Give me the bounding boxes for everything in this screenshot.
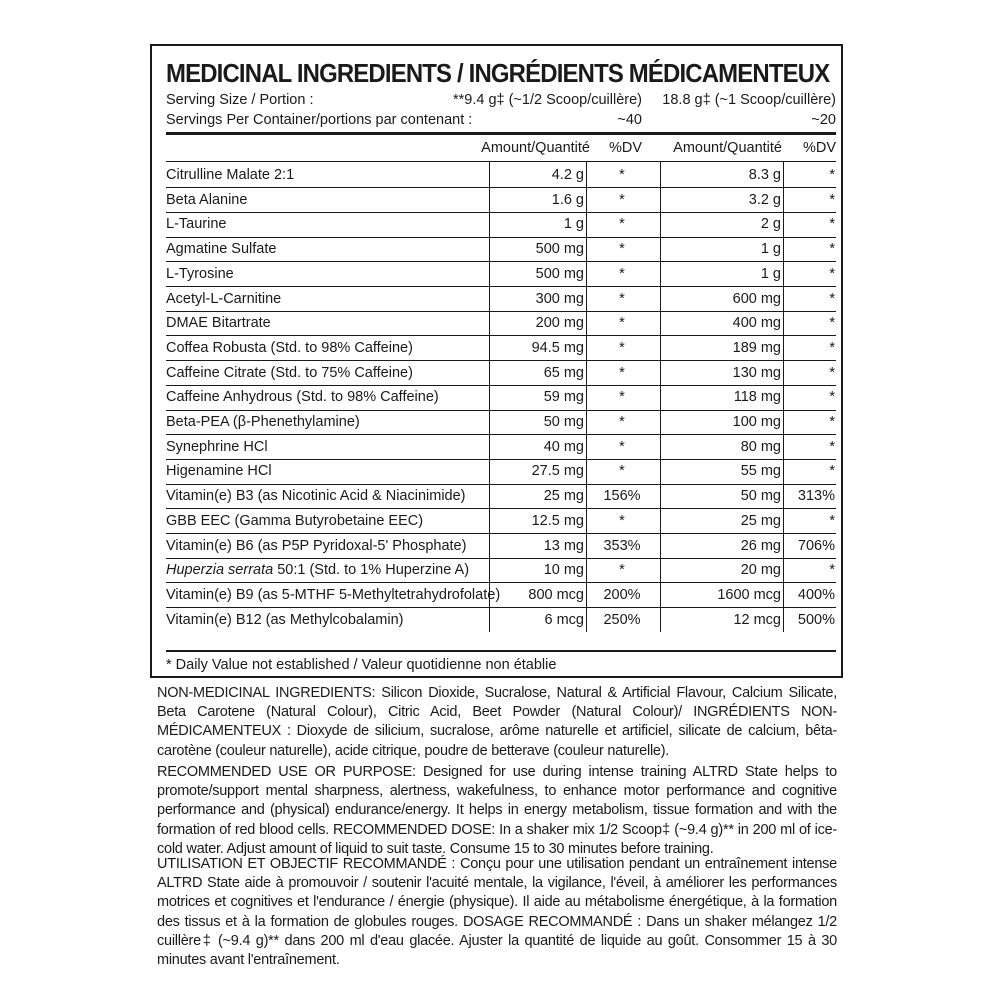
- column-divider: [783, 161, 784, 632]
- amount-half: 800 mcg: [528, 586, 584, 603]
- header-rule: [166, 132, 836, 135]
- dv-half: *: [619, 167, 625, 183]
- recommended-dose-text: : In a shaker mix 1/2 Scoop‡ (~9.4 g)** in 200 ml of ice-cold water. Adjust amount of liquid to suit taste. Consume 15 to 30 minutes before training.: [157, 821, 837, 857]
- dv-half: 200%: [603, 586, 641, 603]
- dv-full: *: [829, 241, 835, 258]
- amount-full: 118 mg: [733, 389, 781, 406]
- amount-half: 13 mg: [543, 537, 584, 554]
- dv-full: *: [829, 414, 835, 430]
- ingredient-name-text: 50:1 (Std. to 1% Huperzine A): [273, 562, 470, 579]
- recommended-dose-label: RECOMMENDED DOSE: [333, 821, 492, 838]
- dv-full: 706%: [797, 537, 835, 554]
- dosage-recommande-label: DOSAGE RECOMMANDÉ: [462, 913, 633, 930]
- servings-per-container-label: Servings Per Container/portions par contenant :: [166, 112, 473, 128]
- amount-full: 3.2 g: [748, 191, 781, 208]
- medicinal-ingredients-panel: [150, 44, 843, 678]
- ingredient-name-italic: Huperzia serrata: [166, 562, 274, 579]
- serving-size-row: [166, 90, 836, 110]
- amount-half: 50 mg: [543, 414, 584, 430]
- amount-full: 50 mg: [740, 488, 781, 505]
- dv-full: *: [829, 463, 835, 480]
- servings-per-container-half: ~40: [617, 112, 642, 128]
- ingredient-name: [166, 336, 486, 360]
- amount-half: 500 mg: [535, 241, 584, 258]
- non-medicinal-text-en: Silicon Dioxide, Sucralose, Natural & Artificial Flavour, Calcium Silicate, Beta Carotene (Natural Colour), Citric Acid, Beet Powder (Natural Colour)/: [157, 685, 837, 721]
- ingredient-name-text: Beta-PEA (β-Phenethylamine): [166, 414, 360, 430]
- ingredient-name-text: Coffea Robusta (Std. to 98% Caffeine): [166, 339, 413, 356]
- dv-half: *: [619, 414, 625, 430]
- amount-half: 59 mg: [543, 389, 584, 406]
- ingredient-name-text: Citrulline Malate 2:1: [166, 167, 295, 183]
- amount-half: 500 mg: [535, 265, 584, 282]
- amount-full: 25 mg: [740, 512, 781, 529]
- ingredient-name: [166, 287, 486, 311]
- amount-half: 65 mg: [543, 364, 584, 381]
- amount-full: 8.3 g: [748, 167, 781, 183]
- dv-full: *: [829, 216, 835, 233]
- amount-half: 25 mg: [543, 488, 584, 505]
- dv-full: *: [829, 389, 835, 406]
- servings-per-container-row: [166, 110, 836, 130]
- amount-full: 130 mg: [732, 364, 781, 381]
- dv-half: *: [619, 191, 625, 208]
- ingredient-name-text: Vitamin(e) B12 (as Methylcobalamin): [166, 611, 404, 628]
- amount-half: 1 g: [563, 216, 584, 233]
- ingredient-name: [166, 262, 486, 286]
- dv-half: 156%: [603, 488, 641, 505]
- ingredient-name: [166, 484, 486, 508]
- daily-value-footnote: * Daily Value not established / Valeur quotidienne non établie: [166, 657, 557, 673]
- ingredient-name-text: Beta Alanine: [166, 191, 248, 208]
- dv-full: *: [829, 167, 835, 183]
- non-medicinal-label-fr: INGRÉDIENTS NON-MÉDICAMENTEUX: [157, 704, 838, 740]
- ingredient-name: [166, 509, 486, 533]
- ingredient-name-text: Vitamin(e) B6 (as P5P Pyridoxal-5' Phosphate): [166, 537, 467, 554]
- dv-half: *: [619, 562, 625, 579]
- ingredient-name: [166, 361, 486, 385]
- ingredient-name: [166, 558, 486, 582]
- ingredient-name: [166, 385, 486, 409]
- ingredient-name: [166, 163, 486, 187]
- ingredient-name: [166, 459, 486, 483]
- ingredient-name-text: Caffeine Anhydrous (Std. to 98% Caffeine): [166, 389, 439, 406]
- dv-full: *: [829, 290, 835, 307]
- ingredient-name-text: L-Taurine: [166, 216, 227, 233]
- ingredient-name-text: Vitamin(e) B9 (as 5-MTHF 5-Methyltetrahydrofolate): [166, 586, 501, 603]
- amount-half: 200 mg: [535, 315, 584, 332]
- dv-full: *: [829, 562, 835, 579]
- col-dv-half: %DV: [608, 140, 642, 156]
- recommended-use: [157, 763, 837, 859]
- dv-full: 400%: [797, 586, 835, 603]
- amount-full: 1 g: [760, 241, 781, 258]
- dv-half: *: [619, 241, 625, 258]
- non-medicinal-label: NON-MEDICINAL INGREDIENTS:: [157, 685, 376, 701]
- dv-full: *: [829, 364, 835, 381]
- dv-half: 250%: [603, 611, 641, 628]
- ingredient-name: [166, 212, 486, 236]
- amount-full: 80 mg: [740, 438, 781, 455]
- ingredient-name-text: Agmatine Sulfate: [166, 241, 277, 258]
- dv-half: 353%: [603, 537, 641, 554]
- utilisation-recommandee: [157, 855, 837, 970]
- col-amount-half: Amount/Quantité: [481, 140, 590, 156]
- amount-half: 1.6 g: [551, 191, 584, 208]
- amount-half: 300 mg: [535, 290, 584, 307]
- dv-half: *: [619, 290, 625, 307]
- dv-full: *: [829, 339, 835, 356]
- serving-size-half: **9.4 g‡ (~1/2 Scoop/cuillère): [452, 92, 642, 108]
- ingredient-name: [166, 410, 486, 434]
- col-dv-full: %DV: [802, 140, 836, 156]
- ingredient-name: [166, 435, 486, 459]
- col-amount-full: Amount/Quantité: [673, 140, 782, 156]
- dv-full: 313%: [797, 488, 835, 505]
- ingredient-name-text: Caffeine Citrate (Std. to 75% Caffeine): [166, 364, 413, 381]
- amount-half: 94.5 mg: [531, 339, 584, 356]
- ingredient-name: [166, 188, 486, 212]
- ingredient-name-text: GBB EEC (Gamma Butyrobetaine EEC): [166, 512, 424, 529]
- column-divider: [586, 161, 587, 632]
- amount-half: 10 mg: [543, 562, 584, 579]
- dv-full: *: [829, 191, 835, 208]
- ingredient-name: [166, 534, 486, 558]
- amount-full: 189 mg: [732, 339, 781, 356]
- recommended-use-text: Designed for use during intense training ALTRD State helps to promote/support mental sharpness, alertness, wakefulness, to enhance motor performance and cognitive performance and (physical) endurance/energy. It helps in energy metabolism, tissue formation and with the formation of red blood cells.: [157, 764, 837, 838]
- non-medicinal-ingredients: [157, 684, 837, 761]
- ingredient-name-text: Vitamin(e) B3 (as Nicotinic Acid & Niacinimide): [166, 488, 466, 505]
- non-medicinal-text-fr: : Dioxyde de silicium, sucralose, arôme naturelle et artificiel, silicate de calcium, bêta-carotène (couleur naturelle), acide citrique, poudre de betterave (couleur naturelle).: [157, 723, 837, 759]
- serving-size-label: Serving Size / Portion :: [166, 92, 314, 108]
- dv-half: *: [619, 389, 625, 406]
- amount-full: 100 mg: [732, 414, 781, 430]
- panel-title: MEDICINAL INGREDIENTS / INGRÉDIENTS MÉDICAMENTEUX: [166, 58, 830, 88]
- amount-full: 26 mg: [740, 537, 781, 554]
- ingredient-name: [166, 583, 501, 607]
- amount-full: 600 mg: [732, 290, 781, 307]
- amount-half: 12.5 mg: [531, 512, 584, 529]
- ingredient-name-text: DMAE Bitartrate: [166, 315, 271, 332]
- amount-half: 4.2 g: [551, 167, 584, 183]
- column-divider: [660, 161, 661, 632]
- amount-full: 400 mg: [732, 315, 781, 332]
- dv-half: *: [619, 216, 625, 233]
- amount-full: 1 g: [760, 265, 781, 282]
- dv-half: *: [619, 463, 625, 480]
- dv-half: *: [619, 364, 625, 381]
- dv-half: *: [619, 265, 625, 282]
- serving-size-full: 18.8 g‡ (~1 Scoop/cuillère): [662, 92, 836, 108]
- amount-full: 2 g: [760, 216, 781, 233]
- dv-full: *: [829, 512, 835, 529]
- amount-full: 1600 mcg: [717, 586, 781, 603]
- dv-full: *: [829, 315, 835, 332]
- utilisation-label: UTILISATION ET OBJECTIF RECOMMANDÉ :: [157, 856, 456, 872]
- dv-half: *: [619, 438, 625, 455]
- amount-half: 6 mcg: [544, 611, 584, 628]
- column-divider: [489, 161, 490, 632]
- ingredient-name-text: Higenamine HCl: [166, 463, 272, 480]
- amount-half: 27.5 mg: [531, 463, 584, 480]
- dv-full: *: [829, 265, 835, 282]
- dosage-recommande-text: : Dans un shaker mélangez 1/2 cuillère‡ (~9.4 g)** dans 200 ml d'eau glacée. Ajuster la quantité de liquide au goût. Consommer 15 à 30 minutes avant l'entraînement.: [157, 913, 837, 969]
- table-bottom-rule: [166, 650, 836, 652]
- amount-full: 55 mg: [740, 463, 781, 480]
- column-header-rule: [166, 161, 836, 162]
- amount-half: 40 mg: [543, 438, 584, 455]
- ingredient-name-text: L-Tyrosine: [166, 265, 234, 282]
- dv-half: *: [619, 512, 625, 529]
- ingredient-name-text: Acetyl-L-Carnitine: [166, 290, 282, 307]
- amount-full: 12 mcg: [733, 611, 781, 628]
- ingredient-name: [166, 237, 486, 261]
- ingredient-name: [166, 608, 486, 632]
- dv-full: *: [829, 438, 835, 455]
- ingredient-name-text: Synephrine HCl: [166, 438, 268, 455]
- dv-full: 500%: [797, 611, 835, 628]
- dv-half: *: [619, 315, 625, 332]
- dv-half: *: [619, 339, 625, 356]
- column-header-row: [166, 138, 836, 158]
- amount-full: 20 mg: [740, 562, 781, 579]
- servings-per-container-full: ~20: [811, 112, 836, 128]
- recommended-use-label: RECOMMENDED USE OR PURPOSE:: [157, 764, 416, 780]
- utilisation-text: Conçu pour une utilisation pendant un entraînement intense ALTRD State aide à promouvoir / soutenir l'acuité mentale, la vigilance, l'éveil, à améliorer les performances motrices et cognitives et l'endurance / énergie (physique). Il aide au métabolisme énergétique, à la formation des tissus et à la formation de globules rouges.: [157, 856, 837, 930]
- ingredient-name: [166, 311, 486, 335]
